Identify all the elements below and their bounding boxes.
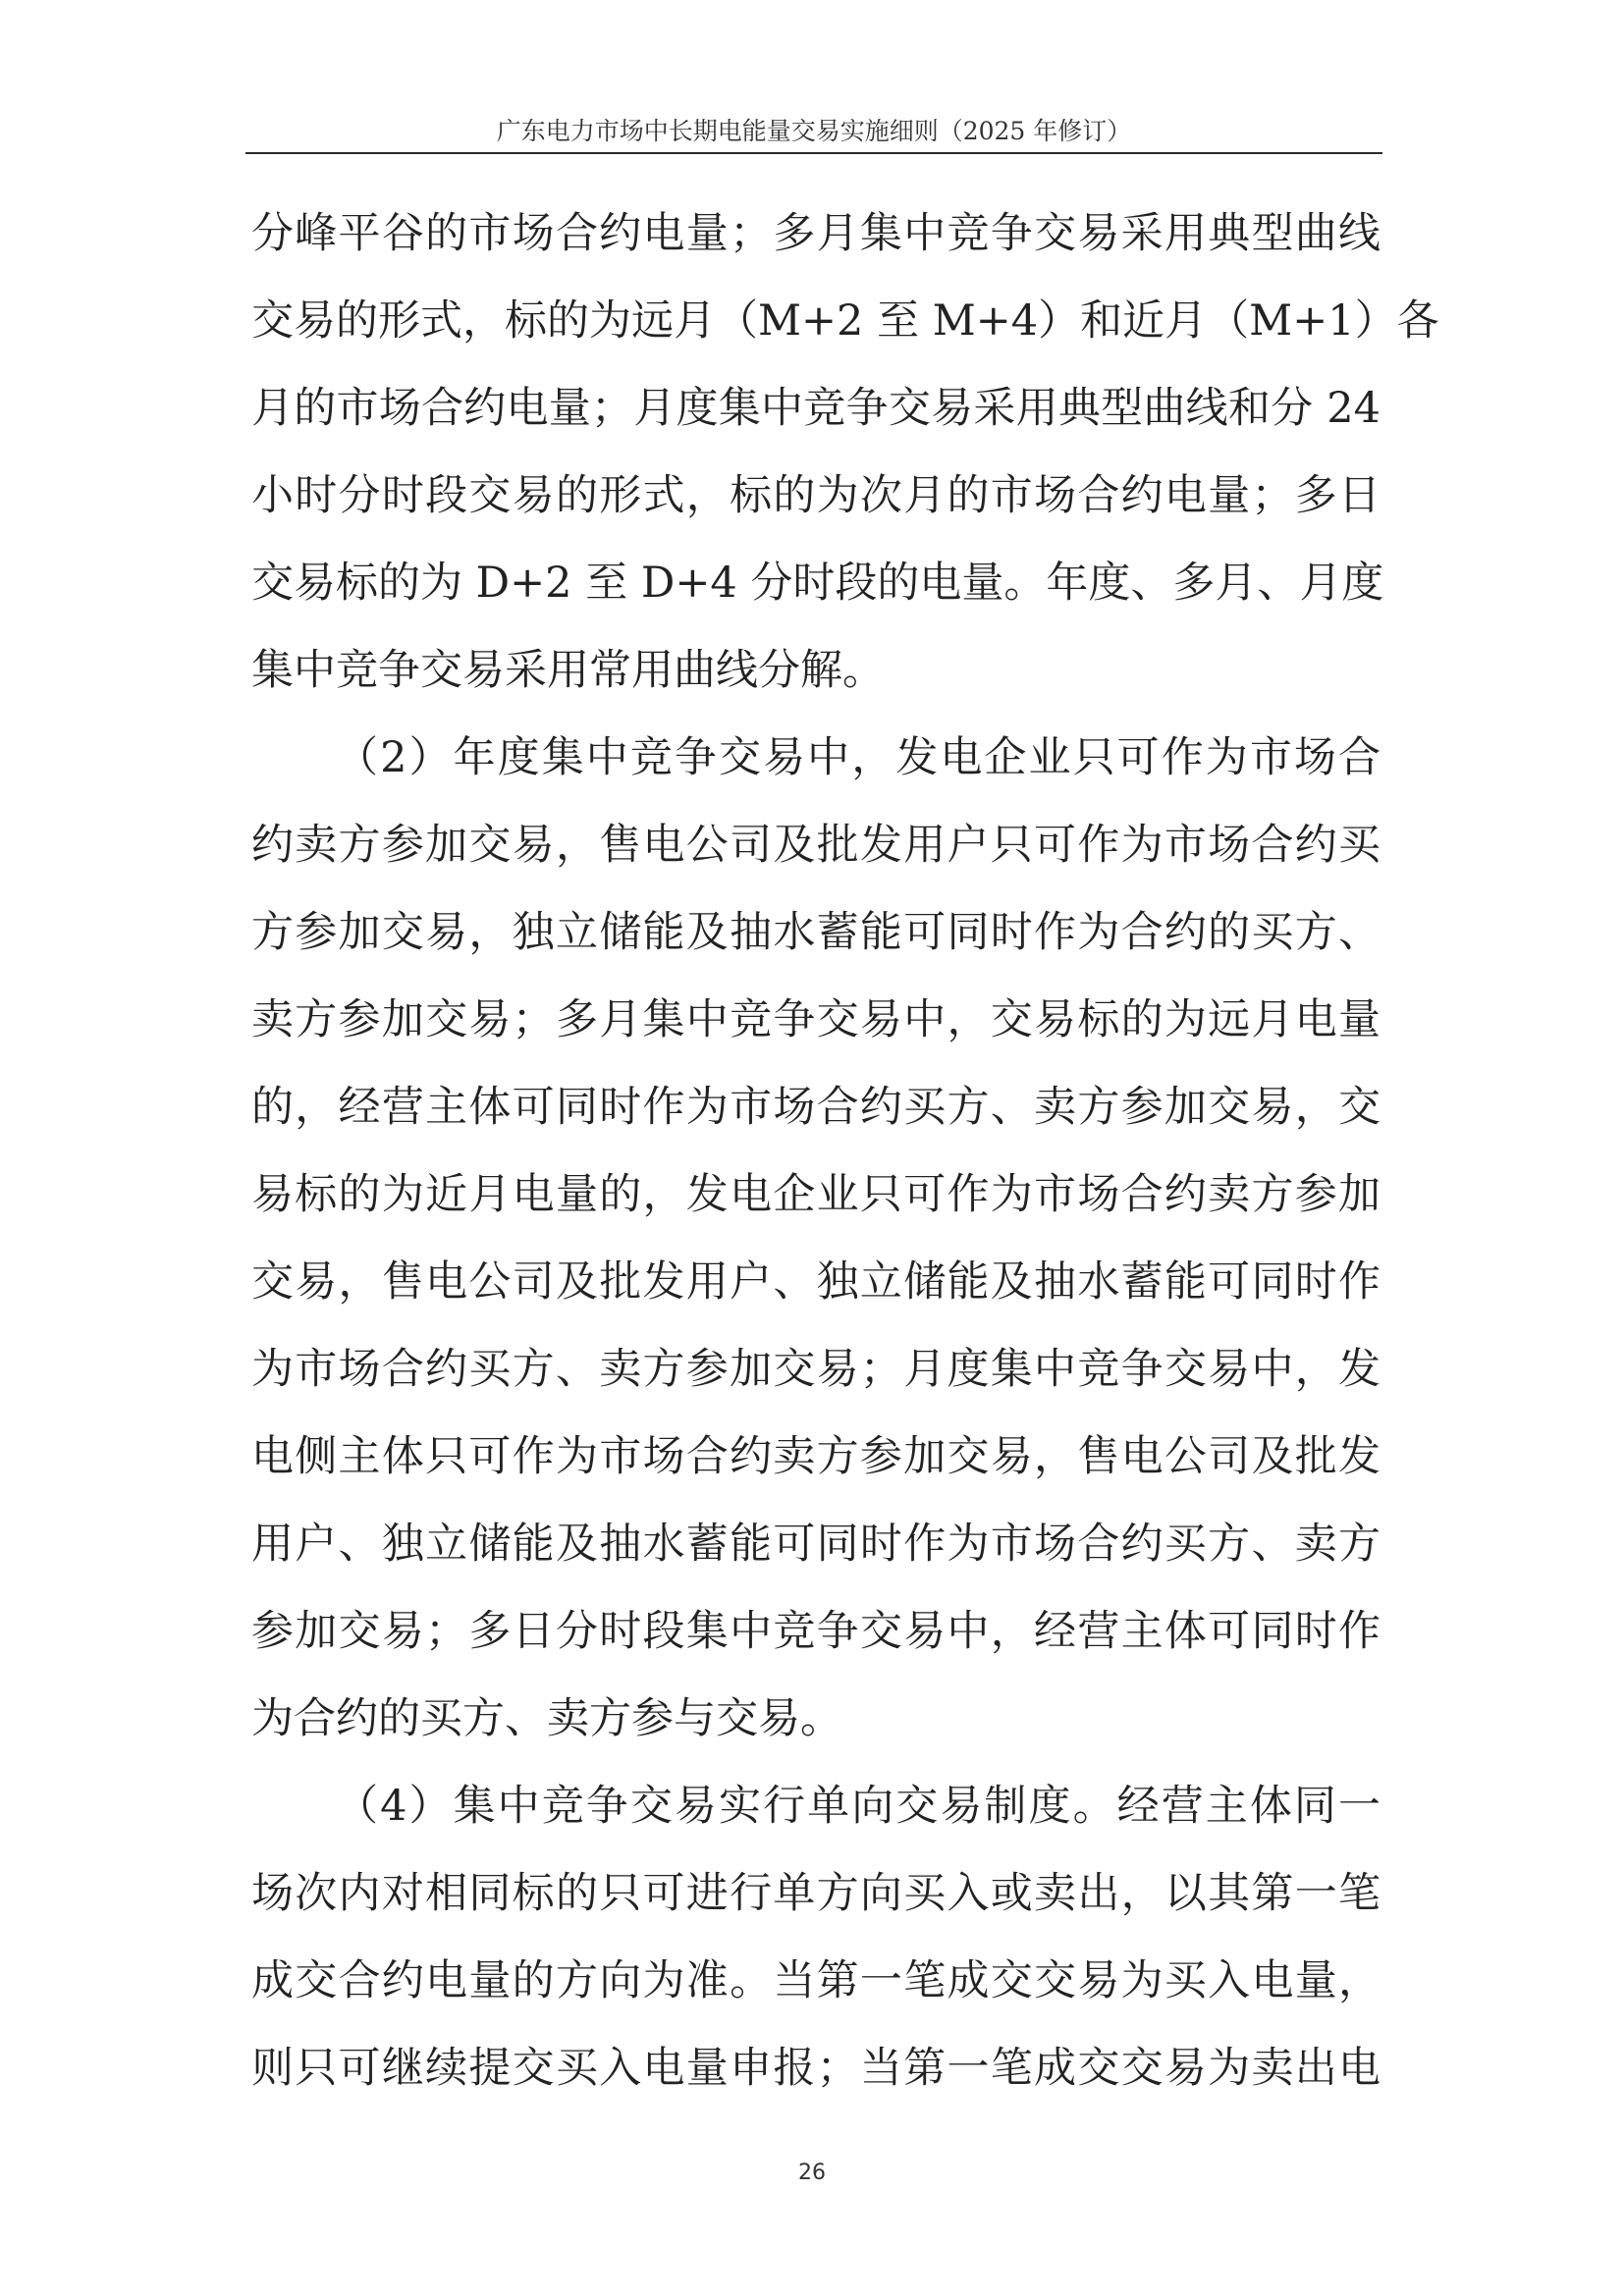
text-line: 场次内对相同标的只可进行单方向买入或卖出，以其第一笔 xyxy=(251,1869,1380,1918)
text-line: 参加交易；多日分时段集中竞争交易中，经营主体可同时作 xyxy=(251,1607,1380,1656)
text-line: 集中竞争交易采用常用曲线分解。 xyxy=(251,646,885,695)
text-line: 方参加交易，独立储能及抽水蓄能可同时作为合约的买方、 xyxy=(251,908,1380,957)
text-line: （4）集中竞争交易实行单向交易制度。经营主体同一 xyxy=(336,1782,1380,1831)
text-line: 分峰平谷的市场合约电量；多月集中竞争交易采用典型曲线 xyxy=(251,209,1380,258)
header-title: 广东电力市场中长期电能量交易实施细则（2025 年修订） xyxy=(496,117,1132,145)
text-line: 小时分时段交易的形式，标的为次月的市场合约电量；多日 xyxy=(251,471,1380,520)
text-line: 约卖方参加交易，售电公司及批发用户只可作为市场合约买 xyxy=(251,821,1380,870)
text-line: 易标的为近月电量的，发电企业只可作为市场合约卖方参加 xyxy=(251,1170,1380,1219)
header-divider xyxy=(245,152,1382,154)
text-line: 用户、独立储能及抽水蓄能可同时作为市场合约买方、卖方 xyxy=(251,1520,1380,1569)
paragraph-3 xyxy=(251,1763,1380,2112)
text-line: 则只可继续提交买入电量申报；当第一笔成交交易为卖出电 xyxy=(251,2044,1380,2093)
text-line: 月的市场合约电量；月度集中竞争交易采用典型曲线和分 24 xyxy=(251,384,1380,433)
text-line: 交易的形式，标的为远月（M+2 至 M+4）和近月（M+1）各 xyxy=(251,296,1439,346)
text-line: 为市场合约买方、卖方参加交易；月度集中竞争交易中，发 xyxy=(251,1345,1380,1394)
page-header xyxy=(245,110,1382,153)
text-line: 电侧主体只可作为市场合约卖方参加交易，售电公司及批发 xyxy=(251,1432,1380,1481)
paragraph-2 xyxy=(251,715,1380,1763)
text-line: 为合约的买方、卖方参与交易。 xyxy=(251,1694,842,1743)
page-number: 26 xyxy=(798,2161,826,2185)
document-body xyxy=(251,190,1439,2112)
text-line: 的，经营主体可同时作为市场合约买方、卖方参加交易，交 xyxy=(251,1083,1380,1132)
text-line: （2）年度集中竞争交易中，发电企业只可作为市场合 xyxy=(336,733,1380,782)
paragraph-1 xyxy=(251,190,1439,715)
text-line: 卖方参加交易；多月集中竞争交易中，交易标的为远月电量 xyxy=(251,995,1380,1044)
text-line: 交易，售电公司及批发用户、独立储能及抽水蓄能可同时作 xyxy=(251,1257,1380,1307)
text-line: 成交合约电量的方向为准。当第一笔成交交易为买入电量， xyxy=(251,1956,1380,2005)
text-line: 交易标的为 D+2 至 D+4 分时段的电量。年度、多月、月度 xyxy=(251,559,1384,608)
